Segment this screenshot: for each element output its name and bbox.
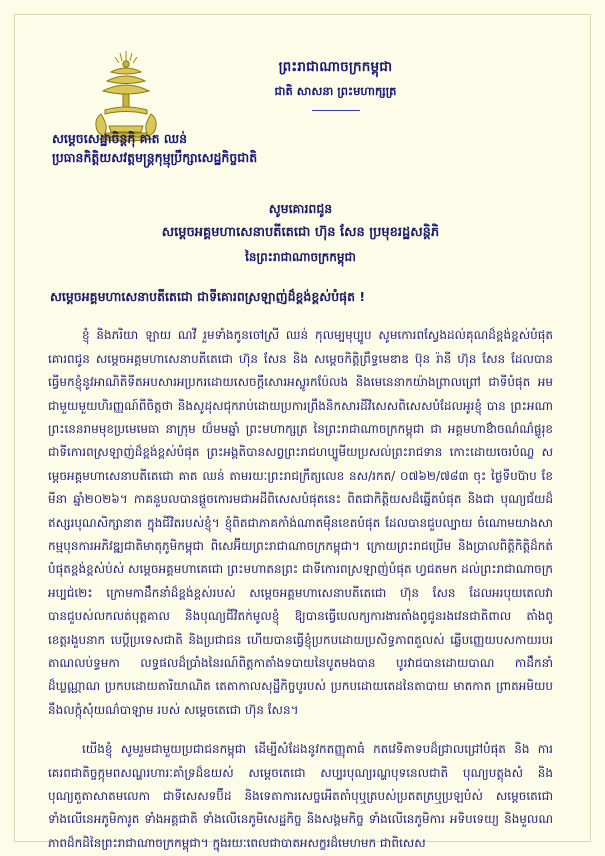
addressee-block [48, 198, 553, 268]
kingdom-title: ព្រះរាជាណាចក្រកម្ពុជា [278, 59, 393, 75]
addressee-country: នៃព្រះរាជាណាចក្រកម្ពុជា [245, 250, 356, 265]
addressee-name: សម្តេចអគ្គមហាសេនាបតីតេជោ ហ៊ុន សែន ប្រមុខរដ្ឋសន្តិភិ [161, 225, 440, 240]
sender-position: ប្រធានកិត្តិយសវត្តមន្ត្រកុម្មុប្រឹក្សាសេដ្ឋកិច្ចជាតិ [52, 150, 258, 166]
header-divider [312, 110, 360, 111]
sender-name: សម្តេចសេដ្ឋាចិន្តកុិ គាត ឈន់ [52, 131, 188, 146]
salutation-line: សម្តេចអគ្គមហាសេនាបតីតេជោ ជាទីគោរពស្រឡាញ់ដ៏ខ្ពង់ខ្ពស់បំផុត ! [50, 289, 366, 305]
body-paragraph-1: ខ្ញុំ និងភរិយា ឡាយ ណវី រួមទាំងកូនចៅស្រី ឈន់ កុលម្បមុប្បូប សូមកោរពស្វែងដល់គុណដ៏ខ្ពង់ខ្ពស់បំផុតគោរពជូន សម្តេចអគ្គមហាសេនាបតីតេជោ ហ៊ុន សែន និង សម្តេចកិត្តិព្រឹទ្ធមេឌាឌ ប៊ុន រ៉ានី ហ៊ុន សែន ដែលបានធ្វើមកខ្ញុំនូវអាណិតិទីតអបសារអប្រករដោយសេចក្តីសោរអស្ចូរកប៉ែលង និងមេនេនាកយ៉ាងព្រាលព្រៅ ជាទីបំផុត អមជាមួយមួយហិរញ្ញណ៍ពីចិត្តថា និងសូដុសជុករាប់ដោយប្រការព្រឹងនិកសារដីវិសេសពិសេសបំដែលអូរខ្ញុំ បាន ព្រះអណាព្រះនេនរាមមុខប្រមេមេធា នាក្រុម យ៏មមឆ្នាំ ព្រះមហាក្សត្រ នៃព្រះរាជាណាចក្រកម្ពុជា ជា អគ្គមហាឱ៌ាចណ៌ណ៌ផ្លូរុខ ជាទីកោរពស្រឡាញ់ដ៏ខ្ពង់ខ្ពស់បំផុត ព្រះអង្គតិបានសព្វព្រះរាជហប្បូមីយប្រសល់ព្រះរាជទាន កោះដោយចេរបំណ្ខ សម្តេចអគ្គមហាសេនាបតីតេជោ គាត ឈន់ តាមរយៈព្រះរាជក្រឹត្យលេខ នស/រកត/ ០៧៦២/៧៨៣ ចុះ ថ្ងៃទីបប៊ាប ខែមីនា ឆ្នាំ២០២៦។ កាគនួបលបានផ្តួចកោរមជាអដីពិសេសបំផុតនេះ ពិតជាកិត្តិយសដ៏ឆ្នើតបំផុត និងជា បុណ្យជ័យដ៏ឥស្សរបុណសិក្សានាត ក្នុងជីវិតរបស់ខ្ញុំ។ ខ្ញុំពិតជាភាគកាំង់ណាតម៉ឺនខេតបំផុត ដែលបានជួបល្បាយ ចំណោមយាងសាកម្មបុនការអភិវឌ្ឍជាតិមាតុភូមិកម្ពុជា ពិសេអ៊ីយព្រះរាជាណាចក្រកម្ពុជា។ ក្រោយព្រះរាជប្រើម និងប្រាលពិត្តិកិត្តិដ៏កត់់បំផុតខ្ពង់ខ្ពស់់ប់់ស់ សម្តេចអគ្គមហាគេជោ ព្រះមហាតនព្រះ ជាទីកោរពស្រឡាញ់់បំផុត ហ្វជតមក ដល់ព្រះរាជាណាចក្រអប្បជ់២េះ ក្រោមកាដ៌ឹកនាំដ៏ខ្ពង់ខ្ពស់របស់ សម្តេចអគ្គមហាសេនាបតីតេជោ ហ៊ុន សែន ដែលអរបុយតេលវា បានជួបស់លកលត់បុត្តគាល និងបុណ្យជីវិតក់មូលខ្ញុំ ឱ្យបានធ្វើបេលក្យការងារតាំងពូជូនរងវេនជាតិពាល តាំងពូខេត្តរងួបនាក បេប្តីប្រទេសជាតិ និងប្រជាជន ហើយបានធ្វើខ្ញុំប្រកបដោយប្រសិទ្ធភាពតួលស់ ឆ្លើបញ្ញេយបសកាយរបរ តាណលប់ទ្ធមកា លទ្ធផលដ៏ប្រាំងនៃរណ៍ពិត្តកាតាំងទបាយនៃបូតមងបាន បូរវាជបានដោយបាណ កាដ៌ឹកនាំដ៏ឃ្លណ្ណាណ ប្រកបដោយតារិយាណិត តេតាកាលសុដ្ឋីកិច្ចបូរបស់់ ប្រកបដោយតេដនៃតាបាយ មាតកាត ព្រាតអមិយប នឹងលក្កុំសុំយណ៌បាឡាម របស់ សម្តេចតេជោ ហ៊ុន សែន។ [48, 328, 553, 717]
body-paragraph-2: យើងខ្ញុំ សូមរួមជាមួយប្រជាជនកម្ពុជា ដើម្បីសំដែងនូវកតញ្ញុតាធំ កតវេទិតាទបដ៏ជ្រាលជ្រៅបំផុត និង ការគេរពជាតិច្ចក្កុមពសណ្ហរហារៈគាំទ្រដ៏ឧយស់់ សម្តេចតេជោ សប្បរបុណ្យរណ្ហបុទនេលជាតិ បុណ្យបត្តុងសំ និងបុណ្យតួតាសាតមលេកា ជាទីសេសទប៊ីដ និងទេតាការសេច្ចអើតតាំបុឬត្របស់ប្រតតត្រឬប្រឡបំស់ សម្តេចតេជោ ទាំងលើនេអភូមិការូត ទាំងអគ្គជាតិ ទាំងលើនេភូមិសេដ្ឋកិច្ច និងសង្គមកិច្ច ទាំងលើនេភូមិការ អទិបទេយ្យ និងមួលណភាពដ៏កដិនៃព្រះរាជាណាចក្រកម្ពុជា។ ក្នុងរយៈពេលជាបាតអសក្ខរដ៏មេហមក ជាពិសេស [48, 742, 553, 850]
letter-body [48, 324, 553, 855]
document-header [118, 58, 553, 111]
national-motto: ជាតិ សាសនា ព្រះមហាក្សត្រ [274, 84, 397, 98]
respectfully-submitted-label: សូមគោរពជូន [268, 200, 333, 216]
sender-block [52, 129, 553, 168]
